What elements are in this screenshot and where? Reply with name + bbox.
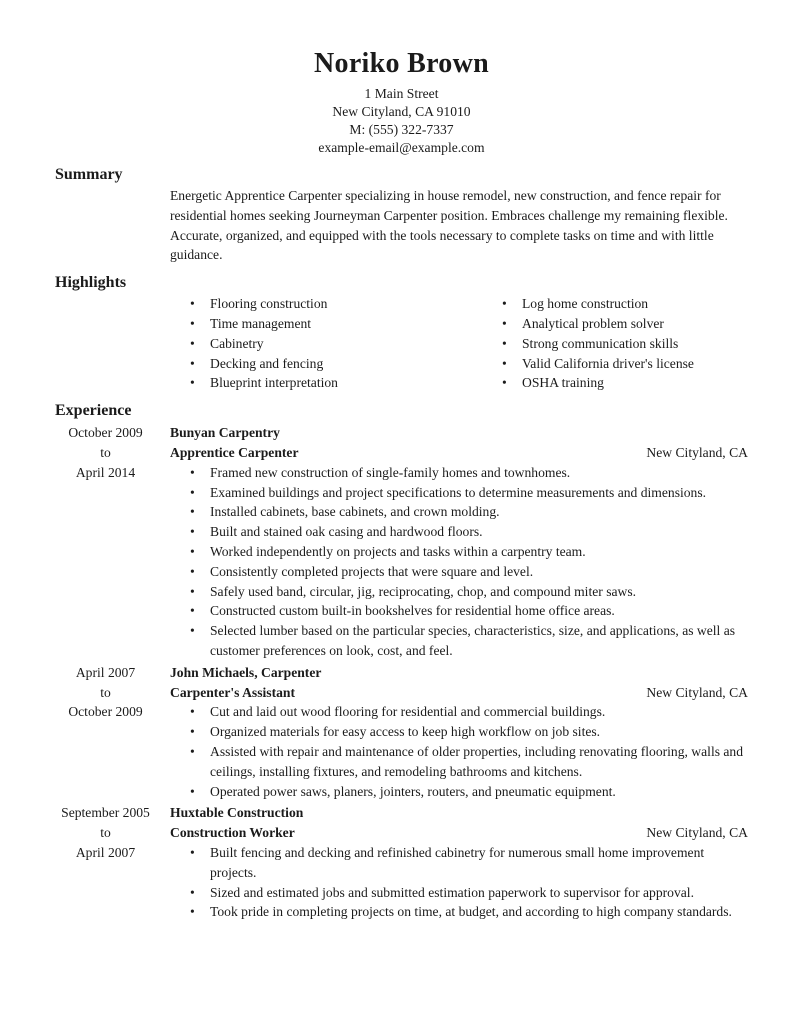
experience-section bbox=[55, 401, 748, 922]
address-line: 1 Main Street bbox=[364, 86, 439, 101]
job-bullet: • Installed cabinets, base cabinets, and crown molding. bbox=[170, 502, 748, 522]
job-body bbox=[170, 423, 748, 661]
job-body bbox=[170, 663, 748, 802]
job-date-end: April 2014 bbox=[75, 464, 136, 480]
highlight-item: • Decking and fencing bbox=[170, 354, 482, 374]
job-title-row bbox=[170, 443, 748, 463]
job-title: Carpenter's Assistant bbox=[170, 684, 295, 700]
jobs-container bbox=[55, 423, 748, 922]
email-line: example-email@example.com bbox=[318, 140, 485, 155]
job-bullet: • Organized materials for easy access to keep high workflow on job sites. bbox=[170, 722, 748, 742]
job-bullet: • Examined buildings and project specifications to determine measurements and dimensions. bbox=[170, 483, 748, 503]
highlights-columns bbox=[170, 294, 748, 393]
job-bullet: • Assisted with repair and maintenance of older properties, including renovating flooring, walls and ceilings, installing fixtures, and remodeling bathrooms and kitchens. bbox=[170, 742, 748, 782]
job-bullet: • Safely used band, circular, jig, reciprocating, chop, and compound miter saws. bbox=[170, 582, 748, 602]
job-bullet: • Built fencing and decking and refinished cabinetry for numerous small home improvement projects. bbox=[170, 843, 748, 883]
job-entry bbox=[55, 423, 748, 661]
job-bullets bbox=[170, 843, 748, 922]
highlight-item: • Log home construction bbox=[482, 294, 748, 314]
job-entry bbox=[55, 663, 748, 802]
job-date-end: October 2009 bbox=[68, 704, 143, 720]
job-title-row bbox=[170, 683, 748, 703]
highlight-item: • Valid California driver's license bbox=[482, 354, 748, 374]
job-title: Construction Worker bbox=[170, 825, 295, 841]
summary-heading: Summary bbox=[55, 166, 123, 183]
job-date-connector: to bbox=[100, 825, 111, 841]
job-location: New Cityland, CA bbox=[646, 684, 748, 700]
job-date-range bbox=[55, 803, 170, 922]
candidate-name: Noriko Brown bbox=[314, 48, 489, 79]
job-bullet: • Cut and laid out wood flooring for residential and commercial buildings. bbox=[170, 702, 748, 722]
highlight-item: • Flooring construction bbox=[170, 294, 482, 314]
highlight-item: • Blueprint interpretation bbox=[170, 373, 482, 393]
job-bullets bbox=[170, 702, 748, 801]
job-date-connector: to bbox=[100, 444, 111, 460]
job-body bbox=[170, 803, 748, 922]
job-date-range bbox=[55, 423, 170, 661]
job-bullet: • Worked independently on projects and tasks within a carpentry team. bbox=[170, 542, 748, 562]
contact-block bbox=[55, 85, 748, 157]
job-date-start: October 2009 bbox=[68, 425, 143, 441]
job-bullet: • Consistently completed projects that were square and level. bbox=[170, 562, 748, 582]
highlight-item: • Time management bbox=[170, 314, 482, 334]
job-company: John Michaels, Carpenter bbox=[170, 664, 322, 680]
job-title: Apprentice Carpenter bbox=[170, 444, 299, 460]
highlights-heading: Highlights bbox=[55, 274, 127, 292]
job-date-connector: to bbox=[100, 684, 111, 700]
job-bullet: • Selected lumber based on the particular species, characteristics, size, and applications, as well as customer preferences on look, cost, and feel. bbox=[170, 621, 748, 661]
phone-line: M: (555) 322-7337 bbox=[349, 122, 454, 137]
job-entry bbox=[55, 803, 748, 922]
job-bullet: • Built and stained oak casing and hardwood floors. bbox=[170, 522, 748, 542]
job-bullet: • Constructed custom built-in bookshelves for residential home office areas. bbox=[170, 601, 748, 621]
summary-text: Energetic Apprentice Carpenter specializing in house remodel, new construction, and fence repair for residential homes seeking Journeyman Carpenter position. Embraces challenge my remaining flexible. Accurate, organized, and equipped with the tools necessary to complete tasks on time and with little guidance. bbox=[170, 188, 728, 263]
job-date-start: September 2005 bbox=[61, 805, 150, 821]
job-bullet: • Operated power saws, planers, jointers, routers, and pneumatic equipment. bbox=[170, 782, 748, 802]
job-company: Huxtable Construction bbox=[170, 805, 304, 821]
highlight-item: • Analytical problem solver bbox=[482, 314, 748, 334]
summary-label-spacer bbox=[55, 186, 170, 265]
job-bullet: • Sized and estimated jobs and submitted estimation paperwork to supervisor for approval. bbox=[170, 883, 748, 903]
highlight-item: • Strong communication skills bbox=[482, 334, 748, 354]
job-bullet: • Framed new construction of single-family homes and townhomes. bbox=[170, 463, 748, 483]
job-location: New Cityland, CA bbox=[646, 444, 748, 460]
highlight-item: • Cabinetry bbox=[170, 334, 482, 354]
resume-header bbox=[55, 50, 748, 157]
highlights-column-1 bbox=[170, 294, 482, 393]
highlight-item: • OSHA training bbox=[482, 373, 748, 393]
job-title-row bbox=[170, 823, 748, 843]
job-company: Bunyan Carpentry bbox=[170, 425, 280, 441]
highlights-label-spacer bbox=[55, 294, 170, 393]
summary-section bbox=[55, 165, 748, 265]
highlights-section bbox=[55, 273, 748, 393]
job-date-range bbox=[55, 663, 170, 802]
job-location: New Cityland, CA bbox=[646, 825, 748, 841]
job-date-start: April 2007 bbox=[75, 664, 136, 680]
highlights-column-2 bbox=[482, 294, 748, 393]
job-bullets bbox=[170, 463, 748, 661]
experience-heading: Experience bbox=[55, 402, 132, 420]
city-state-zip-line: New Cityland, CA 91010 bbox=[332, 104, 471, 119]
job-bullet: • Took pride in completing projects on time, at budget, and according to high company standards. bbox=[170, 902, 748, 922]
job-date-end: April 2007 bbox=[75, 844, 136, 860]
